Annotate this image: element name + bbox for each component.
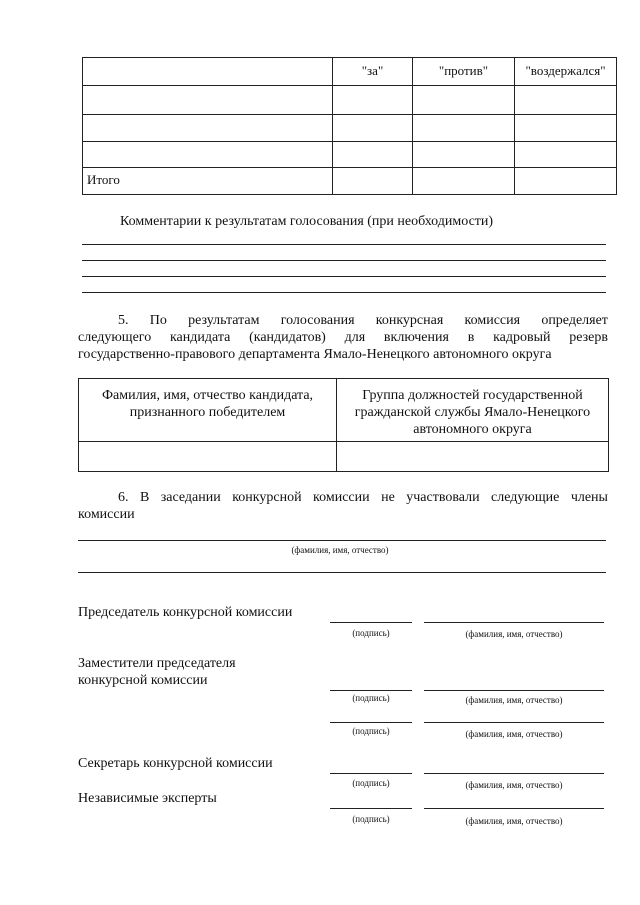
section5-line1: 5. По результатам голосования конкурсная комиссия определяет <box>118 313 608 328</box>
name-line <box>424 722 604 723</box>
name-line <box>424 808 604 809</box>
table-row <box>83 58 617 86</box>
name-caption: (фамилия, имя, отчество) <box>465 695 563 705</box>
absent-members-caption: (фамилия, имя, отчество) <box>291 545 389 555</box>
deputies-label-line2: конкурсной комиссии <box>78 673 208 688</box>
signature-line <box>330 722 412 723</box>
table-row <box>79 379 609 442</box>
deputies-label-line1: Заместители председателя <box>78 656 236 671</box>
signature-caption: (подпись) <box>352 814 390 824</box>
vote-header-against: "против" <box>413 58 515 86</box>
name-caption: (фамилия, имя, отчество) <box>465 629 563 639</box>
name-line <box>424 622 604 623</box>
signature-line <box>330 808 412 809</box>
winner-col-group: Группа должностей государственной гражданской службы Ямало-Ненецкого автономного округа <box>337 379 609 442</box>
vote-header-abstained: "воздержался" <box>515 58 617 86</box>
signature-caption: (подпись) <box>352 726 390 736</box>
table-row <box>79 442 609 472</box>
chairman-label: Председатель конкурсной комиссии <box>78 605 293 620</box>
name-caption: (фамилия, имя, отчество) <box>465 729 563 739</box>
table-cell <box>83 58 333 86</box>
signature-line <box>330 773 412 774</box>
signature-line <box>330 690 412 691</box>
signature-caption: (подпись) <box>352 693 390 703</box>
name-line <box>424 773 604 774</box>
name-line <box>424 690 604 691</box>
signature-caption: (подпись) <box>352 778 390 788</box>
table-row <box>83 115 617 142</box>
comment-line <box>82 292 606 293</box>
vote-results-table <box>82 57 617 195</box>
comment-line <box>82 260 606 261</box>
signature-caption: (подпись) <box>352 628 390 638</box>
comment-line <box>82 276 606 277</box>
vote-header-for: "за" <box>333 58 413 86</box>
absent-members-line <box>78 540 606 541</box>
table-row <box>83 168 617 195</box>
section5-line2: следующего кандидата (кандидатов) для включения в кадровый резерв <box>78 330 608 345</box>
table-row <box>83 142 617 168</box>
section6-line1: 6. В заседании конкурсной комиссии не участвовали следующие члены <box>118 490 608 505</box>
total-label: Итого <box>83 168 333 195</box>
signature-line <box>330 622 412 623</box>
comments-title: Комментарии к результатам голосования (при необходимости) <box>120 214 494 229</box>
comment-line <box>82 244 606 245</box>
section6-line2: комиссии <box>78 507 135 522</box>
experts-label: Независимые эксперты <box>78 791 217 806</box>
table-row <box>83 86 617 115</box>
secretary-label: Секретарь конкурсной комиссии <box>78 756 273 771</box>
name-caption: (фамилия, имя, отчество) <box>465 816 563 826</box>
winner-col-name: Фамилия, имя, отчество кандидата, признанного победителем <box>79 379 337 442</box>
absent-members-line <box>78 572 606 573</box>
winner-table <box>78 378 609 472</box>
name-caption: (фамилия, имя, отчество) <box>465 780 563 790</box>
section5-line3: государственно-правового департамента Ямало-Ненецкого автономного округа <box>78 347 552 362</box>
